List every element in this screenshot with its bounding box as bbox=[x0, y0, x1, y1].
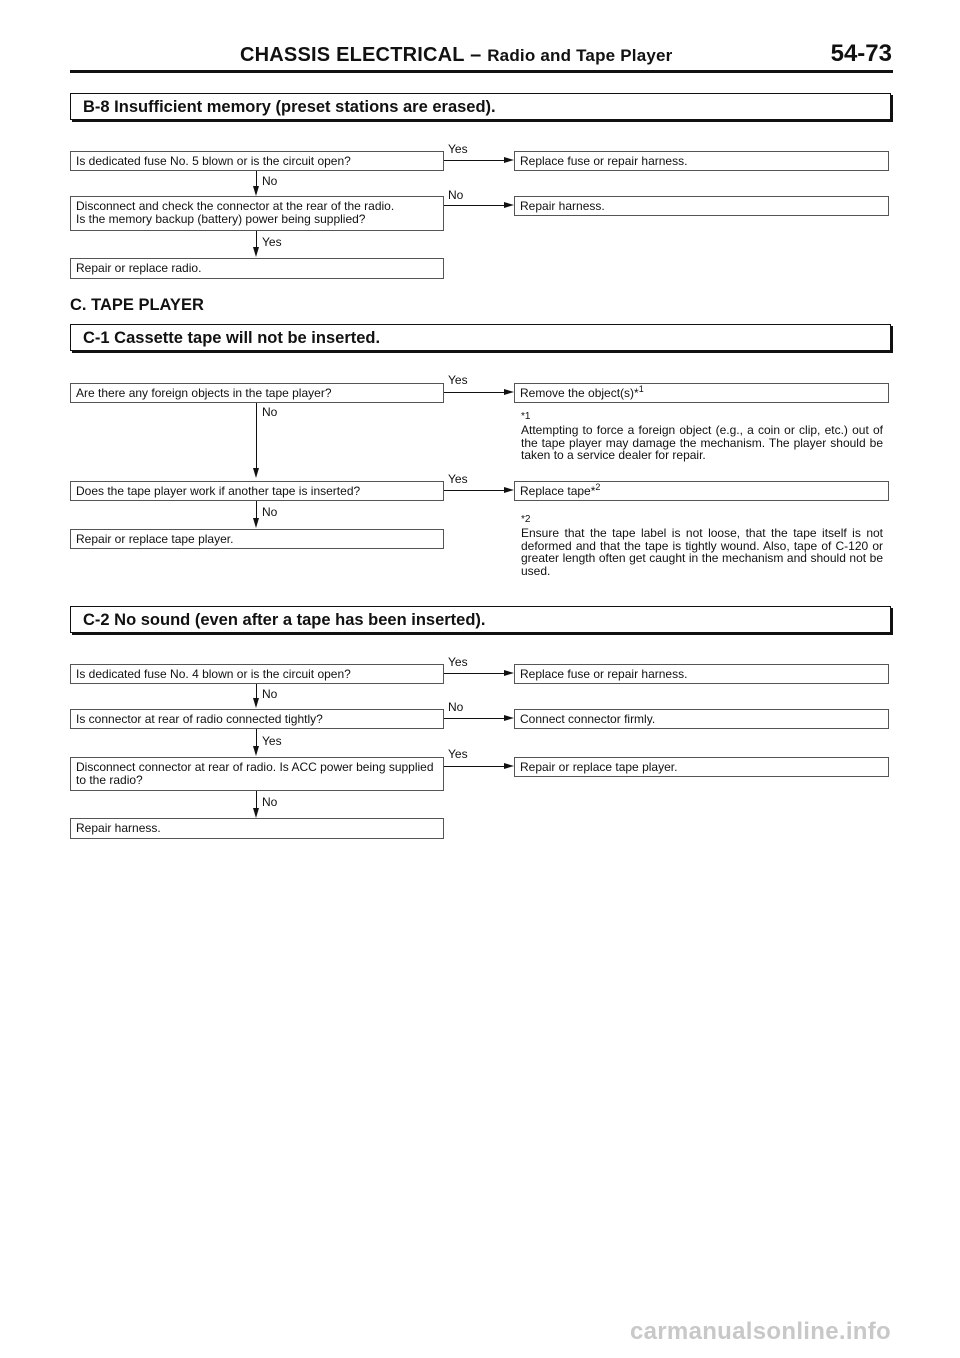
c2-q3-line2: to the radio? bbox=[76, 773, 143, 787]
title-sub: Radio and Tape Player bbox=[487, 46, 673, 65]
b8-question-1: Is dedicated fuse No. 5 blown or is the circuit open? bbox=[70, 151, 444, 171]
c1-question-2: Does the tape player work if another tape is inserted? bbox=[70, 481, 444, 501]
b8-yes-arrow-line bbox=[444, 160, 506, 161]
c1-note2-mark: *2 bbox=[521, 514, 531, 525]
c1-note1-text: Attempting to force a foreign object (e.g., a coin or clip, etc.) out of the tape player may damage the mechanism. The player should be taken to a service dealer for repair. bbox=[521, 423, 883, 462]
c1-q1-no-label: No bbox=[262, 405, 278, 419]
c2-q1-yes-label: Yes bbox=[448, 655, 468, 669]
b8-question-2 bbox=[70, 196, 444, 231]
c2-q3-line1: Disconnect connector at rear of radio. Is ACC power being supplied bbox=[76, 760, 434, 774]
c1-result-2 bbox=[514, 481, 889, 501]
c1-note2-text: Ensure that the tape label is not loose, that the tape itself is not deformed and that the tape is tightly wound. Also, tape of C-120 or greater length often get caught in the mechanism and should not be used. bbox=[521, 526, 883, 578]
c1-end-result: Repair or replace tape player. bbox=[70, 529, 444, 549]
c2-end-result: Repair harness. bbox=[70, 818, 444, 839]
c2-yes-arrow-line-3 bbox=[444, 766, 506, 767]
c1-yes-arrowhead-2 bbox=[504, 487, 514, 493]
c1-no-arrowhead-1 bbox=[253, 468, 259, 478]
c2-q3-yes-label: Yes bbox=[448, 747, 468, 761]
b8-q2-line2: Is the memory backup (battery) power being supplied? bbox=[76, 212, 366, 226]
c1-no-line-2 bbox=[256, 501, 257, 519]
c2-q3-no-label: No bbox=[262, 795, 278, 809]
c1-q1-yes-label: Yes bbox=[448, 373, 468, 387]
c1-note-1 bbox=[521, 410, 883, 462]
c2-result-1: Replace fuse or repair harness. bbox=[514, 664, 889, 684]
c2-yes-arrowhead-3 bbox=[504, 763, 514, 769]
c2-yes-arrowhead-2 bbox=[253, 746, 259, 756]
footer-watermark: carmanualsonline.info bbox=[630, 1318, 892, 1345]
page-title bbox=[240, 44, 672, 67]
b8-result-2: Repair harness. bbox=[514, 196, 889, 216]
c2-yes-arrowhead-1 bbox=[504, 670, 514, 676]
c2-q1-no-label: No bbox=[262, 687, 278, 701]
b8-q2-no-label: No bbox=[448, 188, 464, 202]
c2-q2-yes-label: Yes bbox=[262, 734, 282, 748]
c2-yes-line-2 bbox=[256, 729, 257, 747]
c2-question-3 bbox=[70, 757, 444, 791]
c2-no-arrowhead-1 bbox=[253, 698, 259, 708]
header-rule bbox=[70, 70, 893, 73]
b8-no-arrowhead-1 bbox=[253, 186, 259, 196]
c1-yes-arrow-line-1 bbox=[444, 392, 506, 393]
b8-no-arrow-line bbox=[444, 205, 506, 206]
c1-note1-mark: *1 bbox=[521, 411, 531, 422]
c1-r2-text: Replace tape* bbox=[520, 484, 596, 498]
page-number: 54-73 bbox=[830, 40, 892, 67]
c2-question-2: Is connector at rear of radio connected tightly? bbox=[70, 709, 444, 729]
c1-r2-sup: 2 bbox=[595, 482, 601, 492]
c2-no-arrowhead-3 bbox=[253, 808, 259, 818]
c2-q2-no-label: No bbox=[448, 700, 464, 714]
c1-r1-sup: 1 bbox=[638, 384, 644, 394]
b8-end-result: Repair or replace radio. bbox=[70, 258, 444, 279]
c2-result-2: Connect connector firmly. bbox=[514, 709, 889, 729]
c2-result-3: Repair or replace tape player. bbox=[514, 757, 889, 777]
b8-yes-line-2 bbox=[256, 231, 257, 248]
section-c-title: C. TAPE PLAYER bbox=[70, 296, 204, 314]
c2-no-line-3 bbox=[256, 791, 257, 809]
c2-no-line-1 bbox=[256, 684, 257, 699]
c2-banner: C-2 No sound (even after a tape has been inserted). bbox=[70, 606, 891, 633]
b8-result-1: Replace fuse or repair harness. bbox=[514, 151, 889, 171]
c1-question-1: Are there any foreign objects in the tape player? bbox=[70, 383, 444, 403]
b8-no-line-1 bbox=[256, 171, 257, 187]
c1-q2-yes-label: Yes bbox=[448, 472, 468, 486]
b8-no-arrowhead bbox=[504, 202, 514, 208]
c1-no-line-1 bbox=[256, 403, 257, 469]
b8-yes-arrowhead-2 bbox=[253, 247, 259, 257]
b8-q2-yes-label: Yes bbox=[262, 235, 282, 249]
c1-no-arrowhead-2 bbox=[253, 518, 259, 528]
b8-q1-yes-label: Yes bbox=[448, 142, 468, 156]
c2-yes-arrow-line-1 bbox=[444, 673, 506, 674]
b8-q2-line1: Disconnect and check the connector at the rear of the radio. bbox=[76, 199, 395, 213]
c2-no-arrowhead bbox=[504, 715, 514, 721]
b8-yes-arrowhead bbox=[504, 157, 514, 163]
c1-result-1 bbox=[514, 383, 889, 403]
c1-yes-arrow-line-2 bbox=[444, 490, 506, 491]
c1-banner: C-1 Cassette tape will not be inserted. bbox=[70, 324, 891, 351]
c1-r1-text: Remove the object(s)* bbox=[520, 386, 639, 400]
b8-banner: B-8 Insufficient memory (preset stations are erased). bbox=[70, 93, 891, 120]
c1-q2-no-label: No bbox=[262, 505, 278, 519]
c1-yes-arrowhead-1 bbox=[504, 389, 514, 395]
title-main: CHASSIS ELECTRICAL – bbox=[240, 44, 488, 66]
b8-q1-no-label: No bbox=[262, 174, 278, 188]
c2-no-arrow-line bbox=[444, 718, 506, 719]
c2-question-1: Is dedicated fuse No. 4 blown or is the circuit open? bbox=[70, 664, 444, 684]
c1-note-2 bbox=[521, 513, 883, 577]
